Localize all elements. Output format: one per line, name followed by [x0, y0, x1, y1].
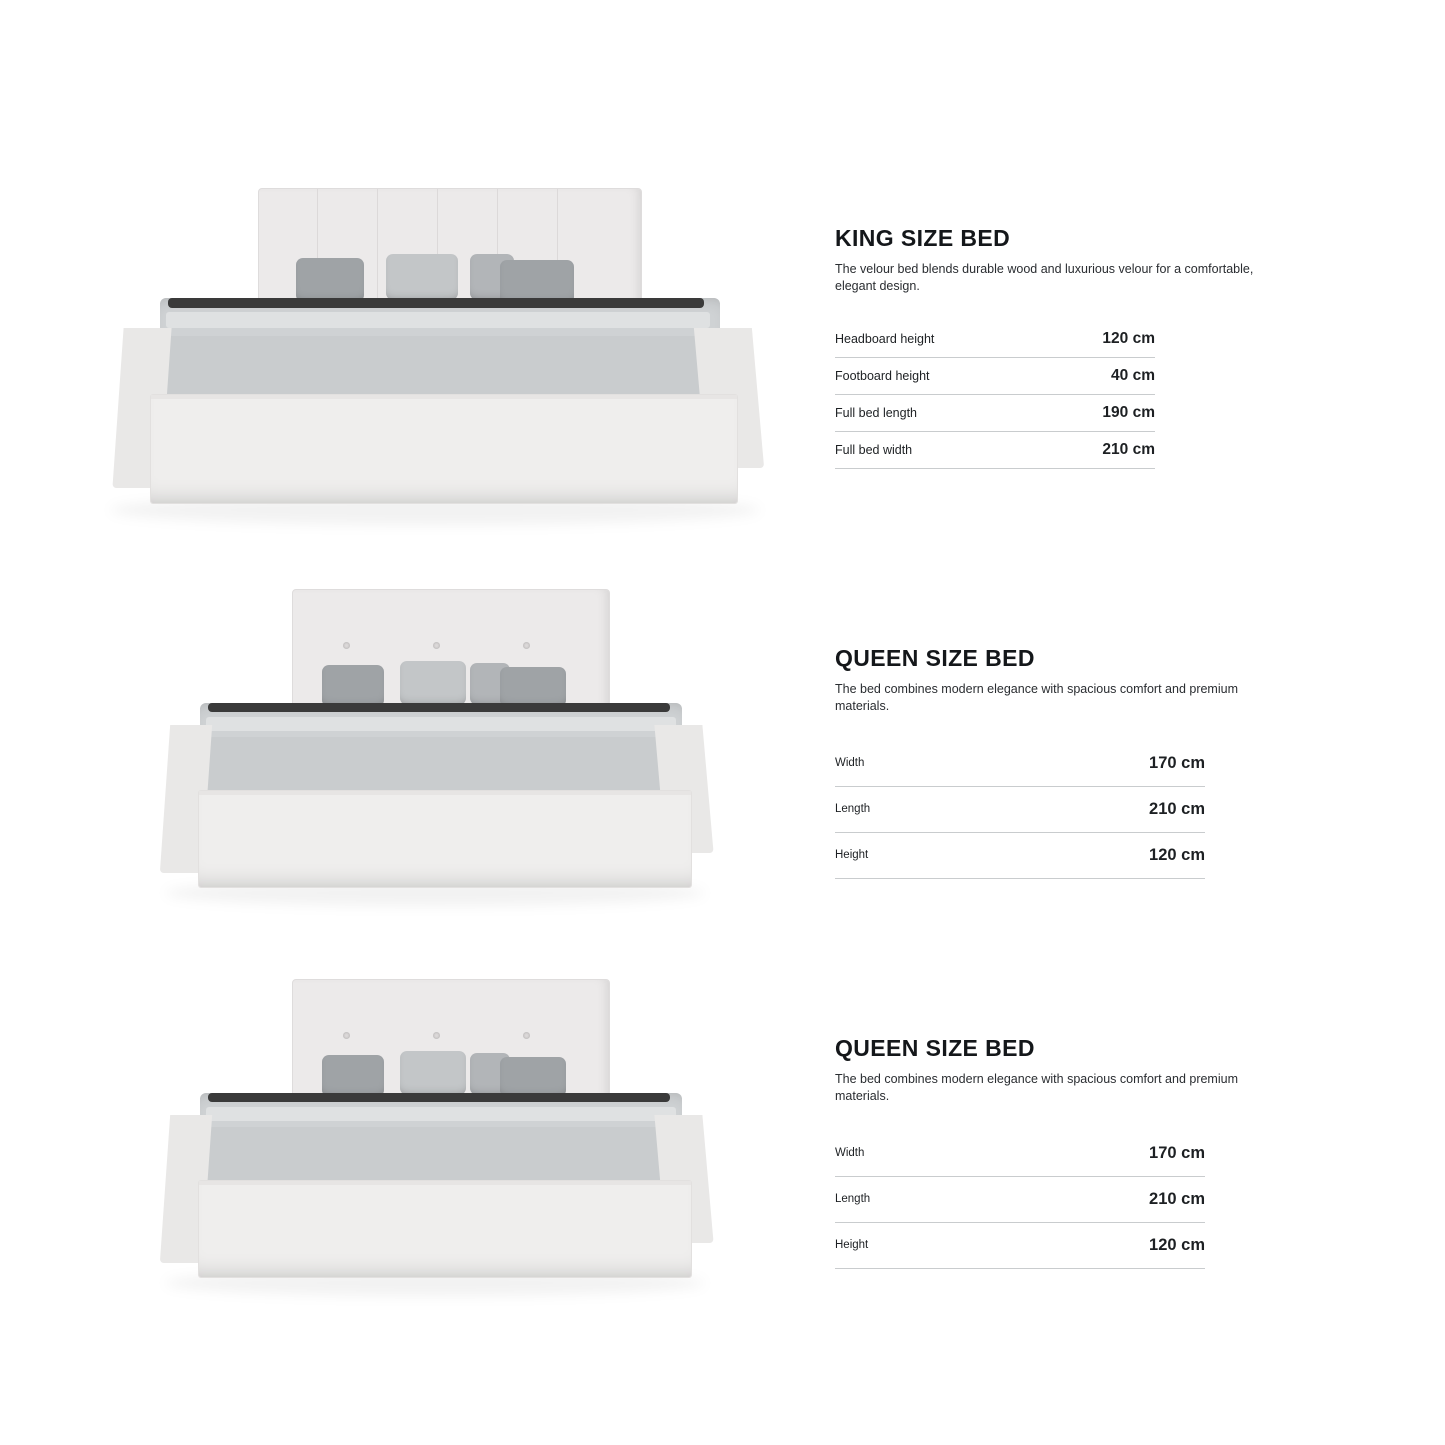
duvet-fold [206, 1107, 676, 1121]
mattress [196, 1127, 688, 1187]
spec-table [835, 741, 1205, 879]
pillow [400, 661, 466, 705]
headboard-button [523, 1032, 530, 1039]
spec-value: 210 cm [1019, 1176, 1205, 1222]
king-specs [835, 225, 1445, 469]
table-row [835, 1176, 1205, 1222]
headboard-channel [377, 189, 378, 307]
table-row [835, 741, 1205, 787]
product-block-king [0, 150, 1445, 550]
page-title: QUEEN SIZE BED [835, 1035, 1035, 1061]
pillow [500, 1057, 566, 1097]
product-description: The bed combines modern elegance with spacious comfort and premium materials. [835, 1072, 1238, 1103]
table-row [835, 394, 1155, 431]
spec-value: 210 cm [1044, 431, 1155, 468]
page-title: QUEEN SIZE BED [835, 645, 1035, 671]
headboard-button [433, 642, 440, 649]
product-description: The bed combines modern elegance with spacious comfort and premium materials. [835, 682, 1238, 713]
headboard-button [343, 642, 350, 649]
page-title: KING SIZE BED [835, 225, 1011, 251]
mattress [196, 737, 688, 797]
base-edge [151, 395, 737, 399]
spec-value: 120 cm [1019, 832, 1205, 878]
base-edge [199, 791, 691, 795]
table-row [835, 357, 1155, 394]
product-description: The velour bed blends durable wood and luxurious velour for a comfortable, elegant design. [835, 262, 1254, 293]
mattress [152, 336, 732, 402]
spec-value: 170 cm [1019, 741, 1205, 787]
queen-bed-photo-2 [0, 955, 835, 1315]
product-block-queen-1 [0, 565, 1445, 925]
spec-label: Full bed width [835, 431, 1044, 468]
headboard-button [343, 1032, 350, 1039]
spec-label: Length [835, 786, 1019, 832]
throw-blanket [168, 298, 704, 308]
pillow [296, 258, 364, 302]
table-row [835, 321, 1155, 358]
table-row [835, 1131, 1205, 1177]
queen-bed-photo-1 [0, 565, 835, 925]
spec-label: Footboard height [835, 357, 1044, 394]
pillow [322, 665, 384, 707]
table-row [835, 832, 1205, 878]
base-edge [199, 1181, 691, 1185]
king-bed-photo [0, 150, 835, 550]
product-block-queen-2 [0, 955, 1445, 1315]
throw-blanket [208, 703, 670, 712]
spec-label: Height [835, 1222, 1019, 1268]
table-row [835, 786, 1205, 832]
table-row [835, 431, 1155, 468]
pillow [400, 1051, 466, 1095]
queen-1-specs [835, 645, 1445, 879]
spec-label: Length [835, 1176, 1019, 1222]
spec-value: 210 cm [1019, 786, 1205, 832]
spec-label: Headboard height [835, 321, 1044, 358]
spec-value: 120 cm [1044, 321, 1155, 358]
bed-base [150, 394, 738, 504]
pillow [500, 667, 566, 707]
spec-value: 40 cm [1044, 357, 1155, 394]
spec-label: Full bed length [835, 394, 1044, 431]
queen-2-specs [835, 1035, 1445, 1269]
bed-base [198, 1180, 692, 1278]
pillow [322, 1055, 384, 1097]
duvet-fold [166, 312, 710, 328]
spec-label: Width [835, 1131, 1019, 1177]
spec-table [835, 1131, 1205, 1269]
headboard-button [523, 642, 530, 649]
spec-value: 190 cm [1044, 394, 1155, 431]
spec-label: Width [835, 741, 1019, 787]
throw-blanket [208, 1093, 670, 1102]
spec-value: 120 cm [1019, 1222, 1205, 1268]
spec-table [835, 321, 1155, 469]
spec-label: Height [835, 832, 1019, 878]
headboard-button [433, 1032, 440, 1039]
bed-base [198, 790, 692, 888]
table-row [835, 1222, 1205, 1268]
duvet-fold [206, 717, 676, 731]
spec-value: 170 cm [1019, 1131, 1205, 1177]
pillow [386, 254, 458, 300]
